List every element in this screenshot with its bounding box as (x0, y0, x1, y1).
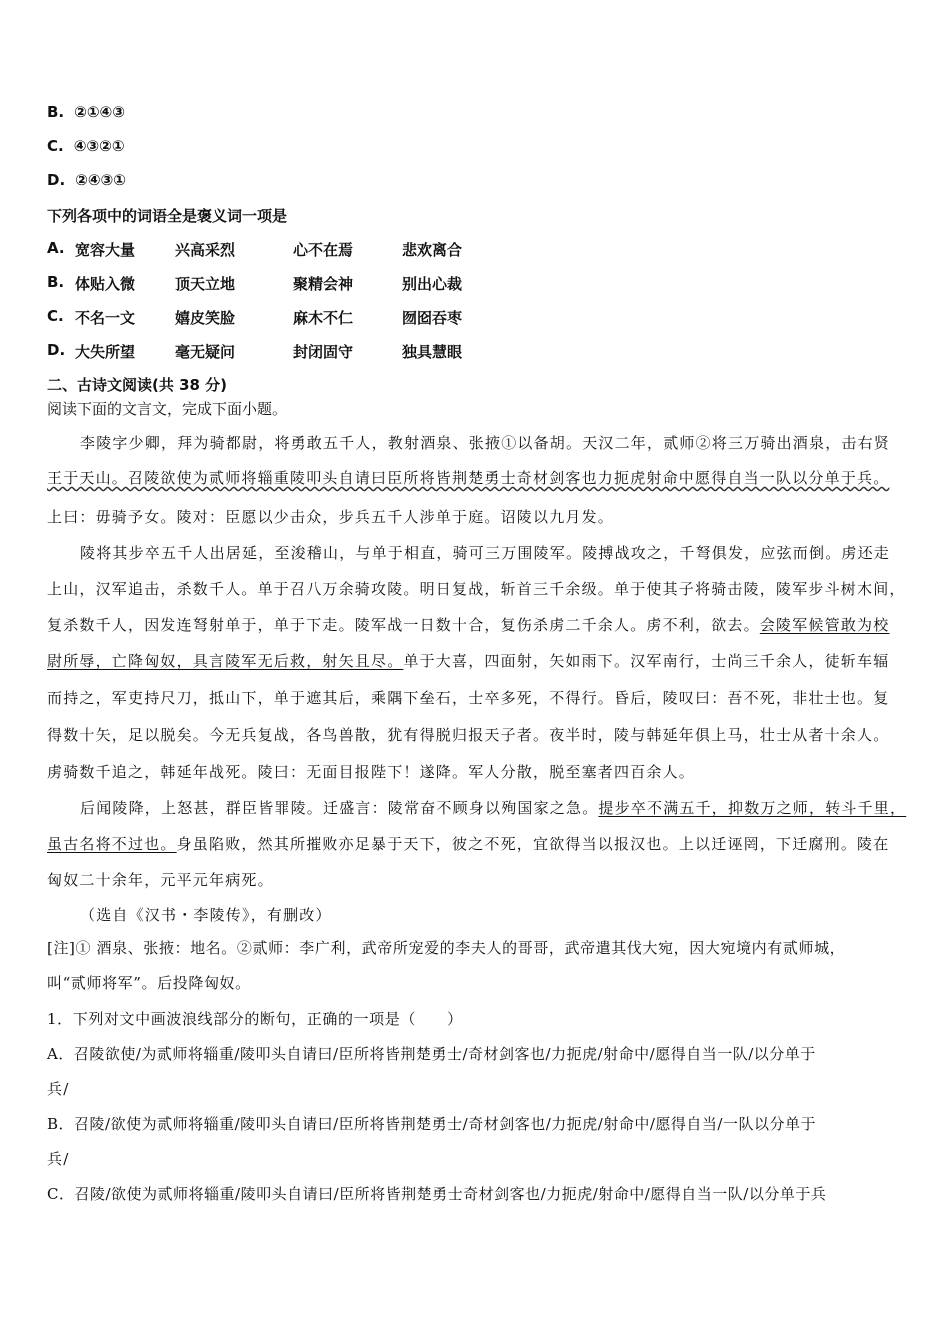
question-stem: 下列各项中的词语全是褒义词一项是 (47, 207, 288, 225)
note-line: [注]① 酒泉、张掖：地名。②贰师：李广利，武帝所宠爱的李夫人的哥哥，武帝遣其伐大宛，因大宛境内有贰师城， (47, 939, 846, 957)
question-1-option-c: C．召陵/欲使为贰师将辎重/陵叩头自请曰/臣所将皆荆楚勇士奇材剑客也/力扼虎/射命中/愿得自当一队/以分单于兵 (47, 1185, 827, 1203)
passage-line (47, 614, 889, 635)
underlined-sentence: 虽古名将不过也。 (47, 835, 177, 853)
option-word: 毫无疑问 (175, 343, 236, 361)
question-1-option-b: B．召陵/欲使为贰师将辎重/陵叩头自请曰/臣所将皆荆楚勇士/奇材剑客也/力扼虎/射命中/愿得自当/一队以分单于 (47, 1115, 816, 1133)
passage-text: 身虽陷败，然其所摧败亦足暴于天下，彼之不死，宜欲得当以报汉也。上以迁诬罔，下迁腐刑。陵在 (176, 835, 890, 853)
option-letter: D. (47, 171, 66, 189)
option-letter: A. (47, 239, 65, 257)
passage-text: 后闻陵降，上怒甚，群臣皆罪陵。迁盛言：陵常奋不顾身以殉国家之急。 (80, 799, 599, 817)
note-line: 叫“贰师将军”。后投降匈奴。 (47, 974, 251, 992)
option-word: 囫囵吞枣 (402, 309, 463, 327)
passage-line: 匈奴二十余年，元平元年病死。 (47, 871, 274, 889)
option-text: ②④③① (75, 171, 126, 189)
passage-line: 李陵字少卿，拜为骑都尉，将勇敢五千人，教射酒泉、张掖①以备胡。天汉二年，贰师②将三万骑出酒泉，击右贤 (80, 434, 891, 452)
option-word: 兴高采烈 (175, 241, 236, 259)
passage-line (80, 797, 906, 818)
section-heading: 二、古诗文阅读(共 38 分) (47, 376, 228, 394)
option-word: 大失所望 (75, 343, 136, 361)
option-letter: B. (47, 273, 65, 291)
underlined-sentence: 提步卒不满五千，抑数万之师，转斗千里， (598, 799, 907, 817)
option-text: ②①④③ (74, 103, 125, 121)
option-word: 不名一文 (75, 309, 136, 327)
option-word: 聚精会神 (293, 275, 354, 293)
underlined-sentence: 会陵军候管敢为校 (759, 616, 890, 634)
passage-line-wavy: 王于天山。召陵欲使为贰师将辎重陵叩头自请曰臣所将皆荆楚勇士奇材剑客也力扼虎射命中愿得自当一队以分单于兵。 (47, 469, 890, 487)
passage-line: 陵将其步卒五千人出居延，至浚稽山，与单于相直，骑可三万围陵军。陵搏战攻之，千弩俱发，应弦而倒。虏还走 (80, 544, 891, 562)
passage-line: 上曰：毋骑予女。陵对：臣愿以少击众，步兵五千人涉单于庭。诏陵以九月发。 (47, 508, 615, 526)
passage-line: 上山，汉军追击，杀数千人。单于召八万余骑攻陵。明日复战，斩首三千余级。单于使其子将骑击陵，陵军步斗树木间， (47, 580, 906, 598)
option-letter: C. (47, 137, 64, 155)
prev-option-c (47, 137, 125, 155)
option-word: 悲欢离合 (402, 241, 463, 259)
option-text: ④③②① (73, 137, 125, 155)
option-word: 心不在焉 (293, 241, 354, 259)
section-instruction: 阅读下面的文言文，完成下面小题。 (47, 400, 288, 418)
option-word: 封闭固守 (293, 343, 354, 361)
option-word: 宽容大量 (75, 241, 136, 259)
question-1-stem: 1．下列对文中画波浪线部分的断句，正确的一项是（ ） (47, 1010, 463, 1028)
prev-option-b (47, 103, 125, 121)
option-letter: D. (47, 341, 66, 359)
passage-text: 单于大喜，四面射，矢如雨下。汉军南行，士尚三千余人，徒斩车辐 (403, 652, 890, 670)
option-word: 嬉皮笑脸 (175, 309, 236, 327)
option-word: 麻木不仁 (293, 309, 354, 327)
underlined-sentence: 尉所辱，亡降匈奴，具言陵军无后救，射矢且尽。 (47, 652, 404, 670)
passage-text: 复杀数千人，因发连弩射单于，单于下走。陵军战一日数十合，复伤杀虏二千余人。虏不利，欲去。 (47, 616, 760, 634)
option-word: 别出心裁 (402, 275, 463, 293)
question-1-option-a-cont: 兵/ (47, 1080, 70, 1098)
option-letter: B. (47, 103, 65, 121)
passage-line: 虏骑数千追之，韩延年战死。陵曰：无面目报陛下！遂降。军人分散，脱至塞者四百余人。 (47, 763, 696, 781)
option-word: 体贴入微 (75, 275, 136, 293)
passage-line: 得数十矢，足以脱矣。今无兵复战，各鸟兽散，犹有得脱归报天子者。夜半时，陵与韩延年俱上马，壮士从者十余人。 (47, 726, 890, 744)
question-1-option-a: A．召陵欲使/为贰师将辎重/陵叩头自请曰/臣所将皆荆楚勇士/奇材剑客也/力扼虎/射命中/愿得自当一队/以分单于 (47, 1045, 816, 1063)
prev-option-d (47, 171, 126, 189)
passage-line (47, 650, 889, 671)
option-word: 独具慧眼 (402, 343, 463, 361)
option-word: 顶天立地 (175, 275, 236, 293)
question-1-option-b-cont: 兵/ (47, 1150, 70, 1168)
passage-line (47, 833, 889, 854)
passage-line: 而持之，军吏持尺刀，抵山下，单于遮其后，乘隅下垒石，士卒多死，不得行。昏后，陵叹曰：吾不死，非壮士也。复 (47, 689, 890, 707)
passage-source: （选自《汉书・李陵传》，有删改） (80, 906, 332, 924)
option-letter: C. (47, 307, 64, 325)
